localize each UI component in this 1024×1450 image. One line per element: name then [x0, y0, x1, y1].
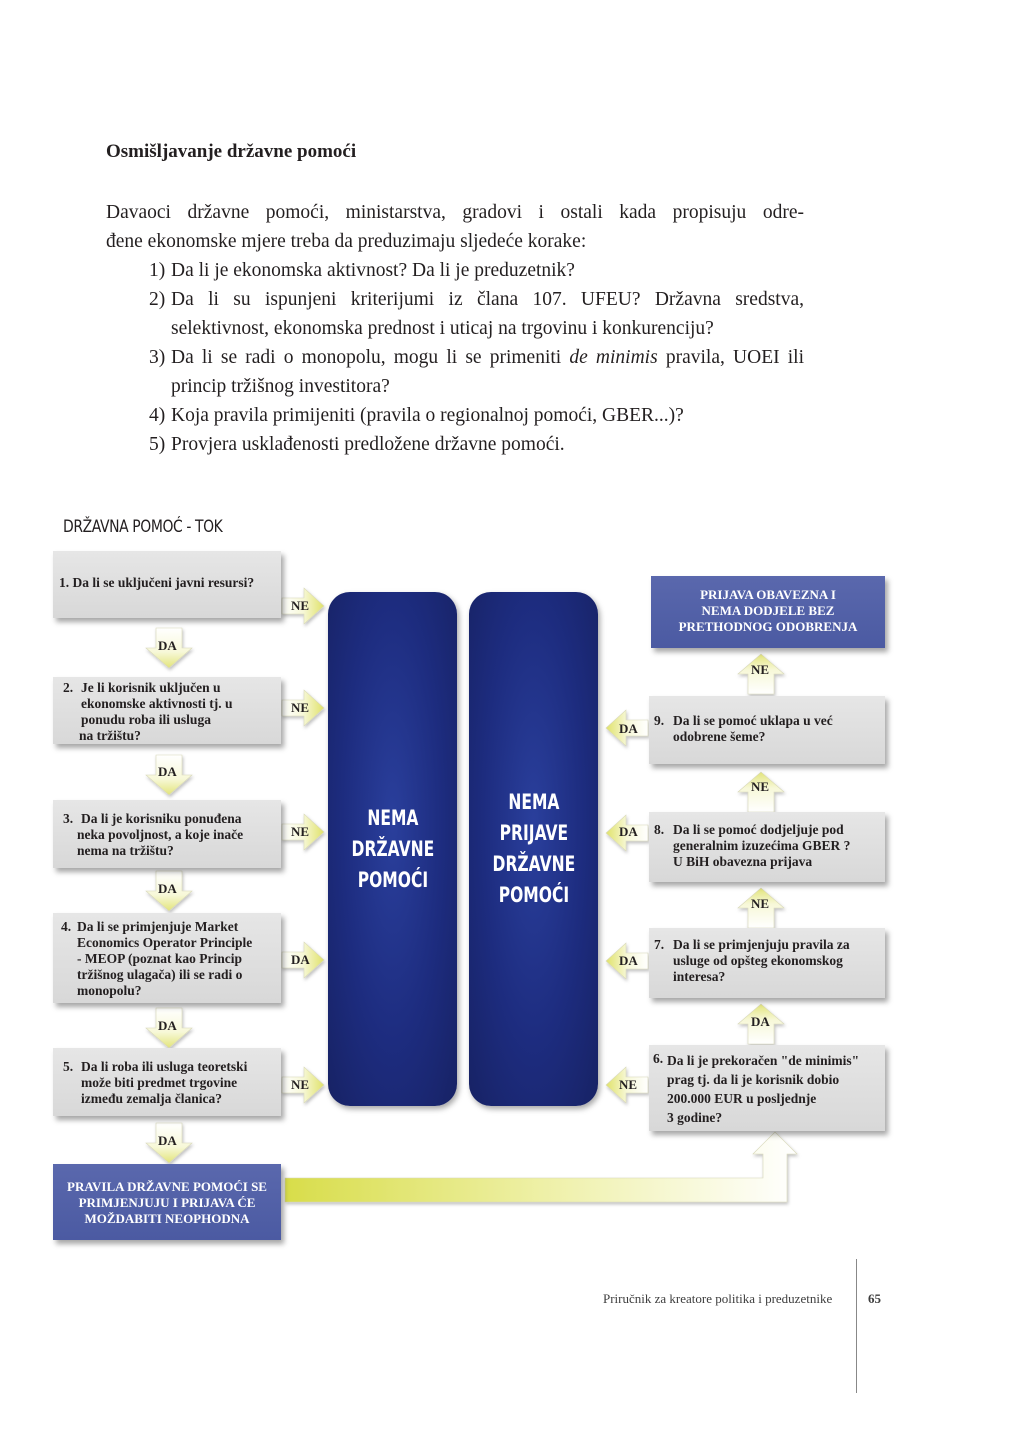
question-box-6 — [649, 1045, 885, 1131]
panel-line: NEMA — [507, 790, 560, 814]
arrow-label: DA — [158, 1133, 177, 1148]
question-line: Je li korisnik uključen u — [81, 680, 221, 695]
question-line: neka povoljnost, a koje inače — [77, 827, 244, 842]
question-line: U BiH obavezna prijava — [673, 854, 813, 869]
step-number: 2) — [149, 289, 166, 310]
step-number: 1) — [149, 260, 166, 281]
question-box-1 — [53, 551, 281, 618]
question-line: generalnim izuzećima GBER ? — [673, 838, 851, 853]
question-line: Da li je prekoračen "de minimis" — [667, 1053, 860, 1068]
arrow-label: NE — [751, 896, 770, 911]
footer-title: Priručnik za kreatore politika i preduzetnike — [603, 1291, 833, 1306]
notification-required-box — [651, 576, 885, 648]
question-line: ponudu roba ili usluga — [81, 712, 211, 727]
panel-line: PRIJAVE — [499, 821, 568, 845]
flowchart-title: DRŽAVNA POMOĆ - TOK — [63, 517, 223, 537]
intro-line-2: đene ekonomske mjere treba da preduzimaju sljedeće korake: — [106, 231, 587, 252]
box-line: MOŽDABITI NEOPHODNA — [84, 1211, 250, 1226]
question-lines — [673, 822, 850, 870]
question-line: Da li se pomoć dodjeljuje pod — [673, 822, 844, 837]
question-line: tržišnog ulagača) ili se radi o — [77, 967, 243, 982]
question-line: 200.000 EUR u posljednje — [667, 1091, 817, 1106]
question-box-3 — [53, 800, 281, 868]
arrow-label: DA — [751, 1014, 770, 1029]
no-state-aid-panel — [328, 592, 457, 1106]
box-line: NEMA DODJELE BEZ — [701, 603, 835, 618]
question-line: Da li se primjenjuje Market — [77, 919, 239, 934]
arrow-label: DA — [619, 721, 638, 736]
question-lines — [81, 680, 233, 744]
step-text: Da li se radi o monopolu, mogu li se primeniti — [171, 347, 570, 368]
arrow-label: NE — [751, 779, 770, 794]
question-number: 2. — [63, 680, 74, 695]
box-line: PRAVILA DRŽAVNE POMOĆI SE — [67, 1179, 267, 1194]
question-line: usluge od opšteg ekonomskog — [673, 953, 843, 968]
step-text: Koja pravila primijeniti (pravila o regionalnoj pomoći, GBER...)? — [171, 405, 684, 426]
question-lines — [673, 713, 833, 745]
arrow-label: NE — [291, 700, 310, 715]
step-number: 5) — [149, 434, 166, 455]
question-lines — [77, 919, 252, 999]
arrow-label: DA — [619, 824, 638, 839]
arrow-label: NE — [291, 824, 310, 839]
arrow-label: DA — [158, 1018, 177, 1033]
question-line: monopolu? — [77, 983, 142, 998]
intro-line-1: Davaoci državne pomoći, ministarstva, gradovi i ostali kada propisuju odre- — [106, 202, 804, 223]
arrow-label: NE — [291, 598, 310, 613]
question-line: Da li roba ili usluga teoretski — [81, 1059, 248, 1074]
question-number: 4. — [61, 919, 72, 934]
question-number: 7. — [654, 937, 665, 952]
question-box-5 — [53, 1048, 281, 1116]
question-number: 6. — [653, 1051, 664, 1066]
question-text: Da li se uključeni javni resursi? — [72, 575, 255, 590]
section-heading: Osmišljavanje državne pomoći — [106, 141, 357, 162]
question-line: Economics Operator Principle — [77, 935, 253, 950]
arrow-label: DA — [291, 952, 310, 967]
question-box-7 — [649, 928, 885, 998]
box-line: PRETHODNOG ODOBRENJA — [678, 619, 858, 634]
question-line: ekonomske aktivnosti tj. u — [81, 696, 233, 711]
arrow-label: NE — [751, 662, 770, 677]
step-text: pravila, UOEI ili princip tržišnog investitora? — [171, 347, 805, 397]
footer-divider — [856, 1259, 857, 1393]
question-box-9 — [649, 696, 885, 764]
question-line: nema na tržištu? — [77, 843, 174, 858]
question-number: 5. — [63, 1059, 74, 1074]
question-number: 3. — [63, 811, 74, 826]
panel-line: POMOĆI — [357, 867, 428, 892]
arrow-label: DA — [619, 953, 638, 968]
question-number: 8. — [654, 822, 665, 837]
panel-line: NEMA — [366, 805, 419, 830]
question-line: između zemalja članica? — [81, 1091, 222, 1106]
step-text: Da li su ispunjeni kriterijumi iz člana 107. UFEU? Državna sredstva, selektivnost, ekonomska prednost i uticaj na trgovinu i konkurenciju? — [171, 289, 804, 339]
no-notification-panel — [469, 592, 598, 1106]
question-lines — [667, 1051, 859, 1127]
step-text: Da li je ekonomska aktivnost? Da li je preduzetnik? — [171, 260, 575, 281]
question-line: interesa? — [673, 969, 726, 984]
panel-line: DRŽAVNE — [351, 836, 434, 861]
page-number: 65 — [868, 1291, 881, 1306]
step-number: 3) — [149, 347, 166, 368]
question-line: Da li se pomoć uklapa u već — [673, 713, 833, 728]
question-line: Da li je korisniku ponuđena — [81, 811, 242, 826]
question-box-2 — [53, 677, 281, 744]
question-line: na tržištu? — [79, 728, 141, 743]
question-line: prag tj. da li je korisnik dobio — [667, 1072, 840, 1087]
question-line: Da li se primjenjuju pravila za — [673, 937, 850, 952]
panel-line: DRŽAVNE — [492, 852, 575, 876]
question-box-8 — [649, 812, 885, 882]
question-line: - MEOP (poznat kao Princip — [77, 951, 242, 966]
connector-bar — [285, 1132, 797, 1202]
question-box-4 — [53, 913, 281, 1003]
rules-apply-box — [53, 1164, 281, 1240]
question-line: može biti predmet trgovine — [81, 1075, 238, 1090]
question-lines — [673, 937, 850, 985]
question-line: odobrene šeme? — [673, 729, 766, 744]
step-number: 4) — [149, 405, 166, 426]
panel-line: POMOĆI — [498, 883, 569, 907]
question-lines — [81, 1059, 247, 1107]
step-text-italic: de minimis — [569, 347, 658, 368]
question-number: 1. — [59, 575, 70, 590]
arrow-label: DA — [158, 764, 177, 779]
question-line: 3 godine? — [667, 1110, 723, 1125]
arrow-label: NE — [291, 1077, 310, 1092]
arrow-label: DA — [158, 881, 177, 896]
arrow-label: DA — [158, 638, 177, 653]
question-lines — [77, 811, 244, 859]
box-line: PRIMJENJUJU I PRIJAVA ĆE — [78, 1195, 256, 1210]
box-line: PRIJAVA OBAVEZNA I — [700, 587, 836, 602]
arrow-label: NE — [619, 1077, 638, 1092]
step-text: Provjera usklađenosti predložene državne pomoći. — [171, 434, 565, 455]
question-number: 9. — [654, 713, 665, 728]
